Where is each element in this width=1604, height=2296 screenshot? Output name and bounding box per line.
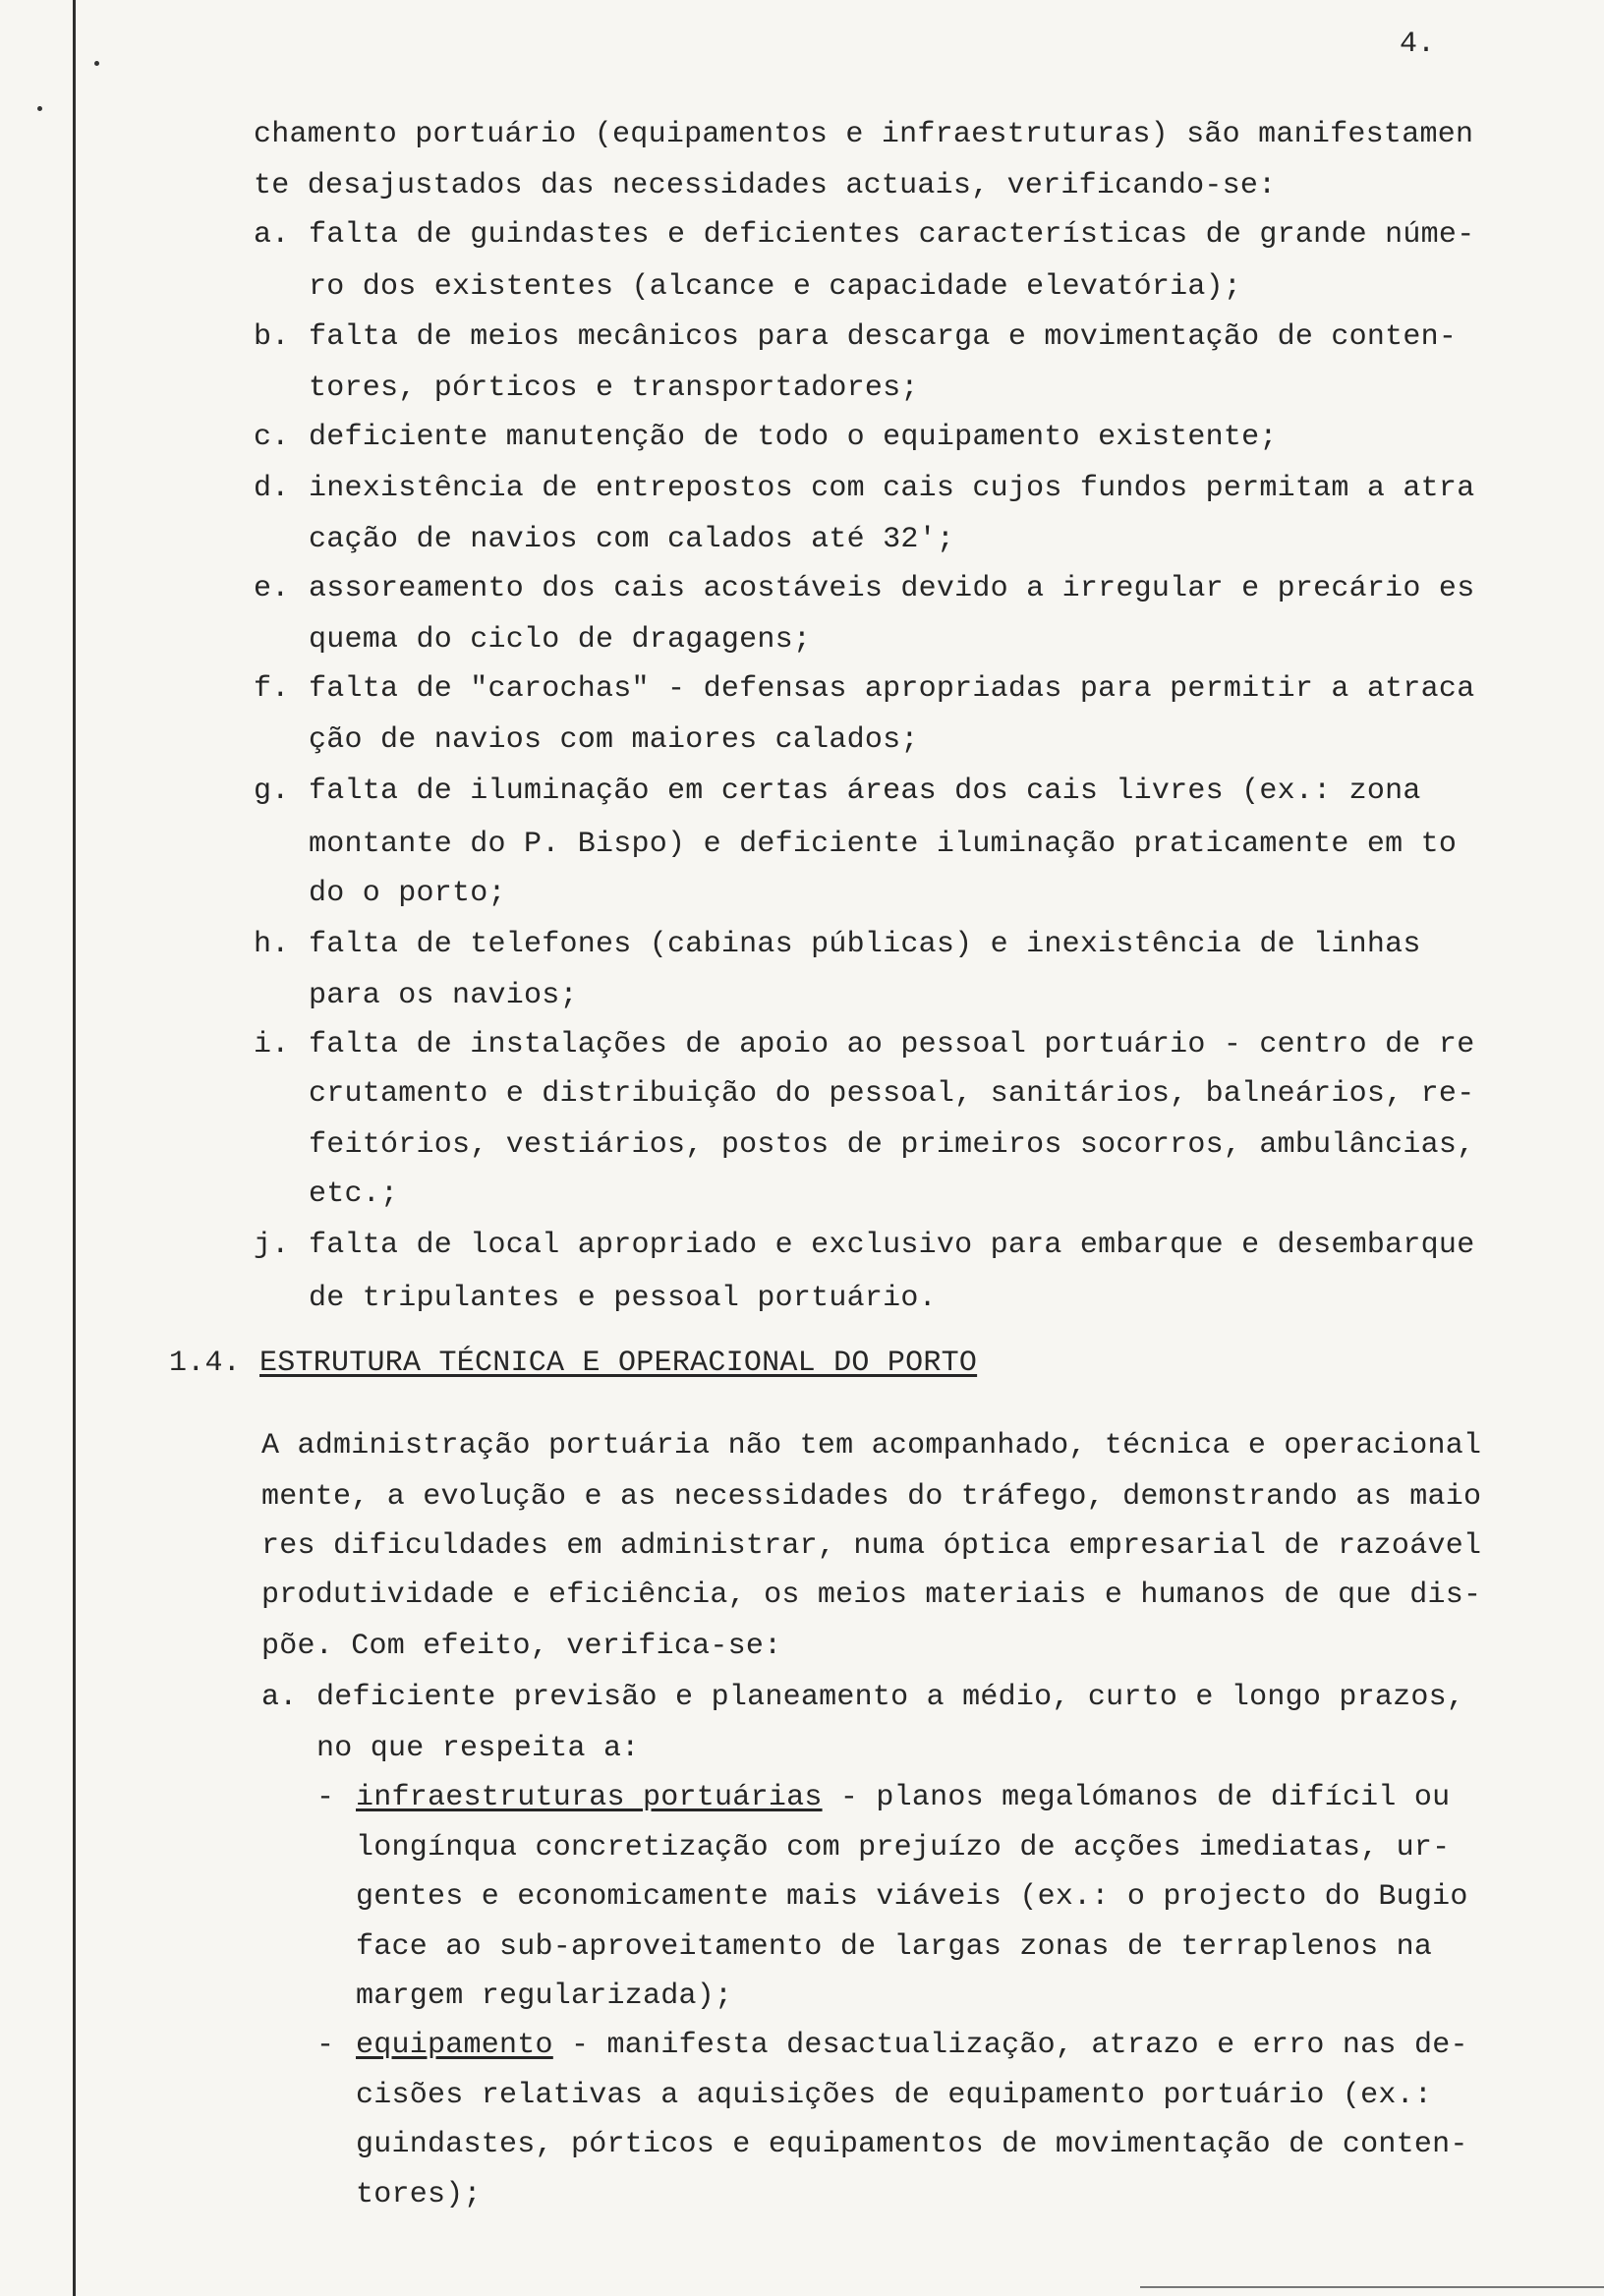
list-item-line: assoreamento dos cais acostáveis devido a irregular e precário es [309,572,1475,605]
section-title: ESTRUTURA TÉCNICA E OPERACIONAL DO PORTO [259,1347,978,1380]
subitem-line: tores); [356,2177,482,2211]
list-item-line: deficiente previsão e planeamento a médio, curto e longo prazos, [316,1681,1465,1714]
scan-speck [94,61,99,66]
list-item-line: do o porto; [309,877,506,910]
list-item-line: falta de instalações de apoio ao pessoal portuário - centro de re [309,1028,1475,1062]
page-left-edge [73,0,76,2296]
paragraph-line: põe. Com efeito, verifica-se: [261,1630,782,1663]
list-item-line: de tripulantes e pessoal portuário. [309,1282,937,1315]
paragraph-line: chamento portuário (equipamentos e infraestruturas) são manifestamen [254,118,1474,151]
subitem-line: guindastes, pórticos e equipamentos de movimentação de conten- [356,2128,1468,2161]
paragraph-line: te desajustados das necessidades actuais, verificando-se: [254,169,1277,202]
list-item-line: para os navios; [309,979,578,1012]
list-item-line: no que respeita a: [316,1732,640,1765]
subitem-text: - manifesta desactualização, atrazo e erro nas de- [552,2029,1468,2062]
list-marker: f. [254,672,290,706]
list-item-line: falta de iluminação em certas áreas dos cais livres (ex.: zona [309,775,1421,808]
page-number: 4. [1400,28,1436,61]
list-item-line: ro dos existentes (alcance e capacidade elevatória); [309,270,1242,304]
list-item-line: crutamento e distribuição do pessoal, sanitários, balneários, re- [309,1077,1475,1111]
list-marker: a. [254,218,290,252]
section-number: 1.4. [169,1347,242,1380]
subitem-first-line [356,1781,1450,1814]
scan-speck [37,106,42,111]
list-item-line: tores, pórticos e transportadores; [309,372,919,405]
list-marker: j. [254,1229,290,1262]
paragraph-line: mente, a evolução e as necessidades do tráfego, demonstrando as maio [261,1480,1482,1514]
subitem-term: infraestruturas portuárias [356,1781,823,1814]
list-item-line: cação de navios com calados até 32'; [309,523,955,556]
list-item-line: etc.; [309,1177,399,1211]
paragraph-line: res dificuldades em administrar, numa óptica empresarial de razoável [261,1529,1482,1563]
subitem-line: gentes e economicamente mais viáveis (ex.: o projecto do Bugio [356,1880,1468,1914]
paragraph-line: A administração portuária não tem acompanhado, técnica e operacional [261,1429,1482,1463]
list-item-line: falta de local apropriado e exclusivo para embarque e desembarque [309,1229,1475,1262]
list-marker: e. [254,572,290,605]
list-marker: i. [254,1028,290,1062]
subitem-first-line [356,2029,1468,2062]
list-marker: b. [254,320,290,354]
list-item-line: montante do P. Bispo) e deficiente iluminação praticamente em to [309,828,1458,861]
list-item-line: quema do ciclo de dragagens; [309,623,812,657]
list-item-line: falta de guindastes e deficientes características de grande núme- [309,218,1475,252]
list-marker: h. [254,928,290,961]
subitem-line: margem regularizada); [356,1980,733,2013]
list-marker: a. [261,1681,298,1714]
subitem-text: - planos megalómanos de difícil ou [822,1781,1451,1814]
subitem-bullet: - [316,2029,335,2062]
bottom-scan-rule [1140,2286,1604,2288]
list-item-line: ção de navios com maiores calados; [309,723,919,757]
subitem-term: equipamento [356,2029,553,2062]
subitem-bullet: - [316,1781,335,1814]
list-item-line: feitórios, vestiários, postos de primeiros socorros, ambulâncias, [309,1128,1475,1162]
list-item-line: falta de telefones (cabinas públicas) e inexistência de linhas [309,928,1421,961]
list-item-line: inexistência de entrepostos com cais cujos fundos permitam a atra [309,472,1475,505]
list-item-line: falta de meios mecânicos para descarga e movimentação de conten- [309,320,1458,354]
list-marker: d. [254,472,290,505]
subitem-line: cisões relativas a aquisições de equipamento portuário (ex.: [356,2078,1433,2112]
subitem-line: longínqua concretização com prejuízo de acções imediatas, ur- [356,1830,1451,1865]
list-item-line: deficiente manutenção de todo o equipamento existente; [309,421,1278,454]
list-item-line: falta de "carochas" - defensas apropriadas para permitir a atraca [309,672,1475,706]
paragraph-line: produtividade e eficiência, os meios materiais e humanos de que dis- [261,1578,1482,1612]
list-marker: g. [254,775,290,808]
list-marker: c. [254,421,290,454]
subitem-line: face ao sub-aproveitamento de largas zonas de terraplenos na [356,1929,1433,1964]
